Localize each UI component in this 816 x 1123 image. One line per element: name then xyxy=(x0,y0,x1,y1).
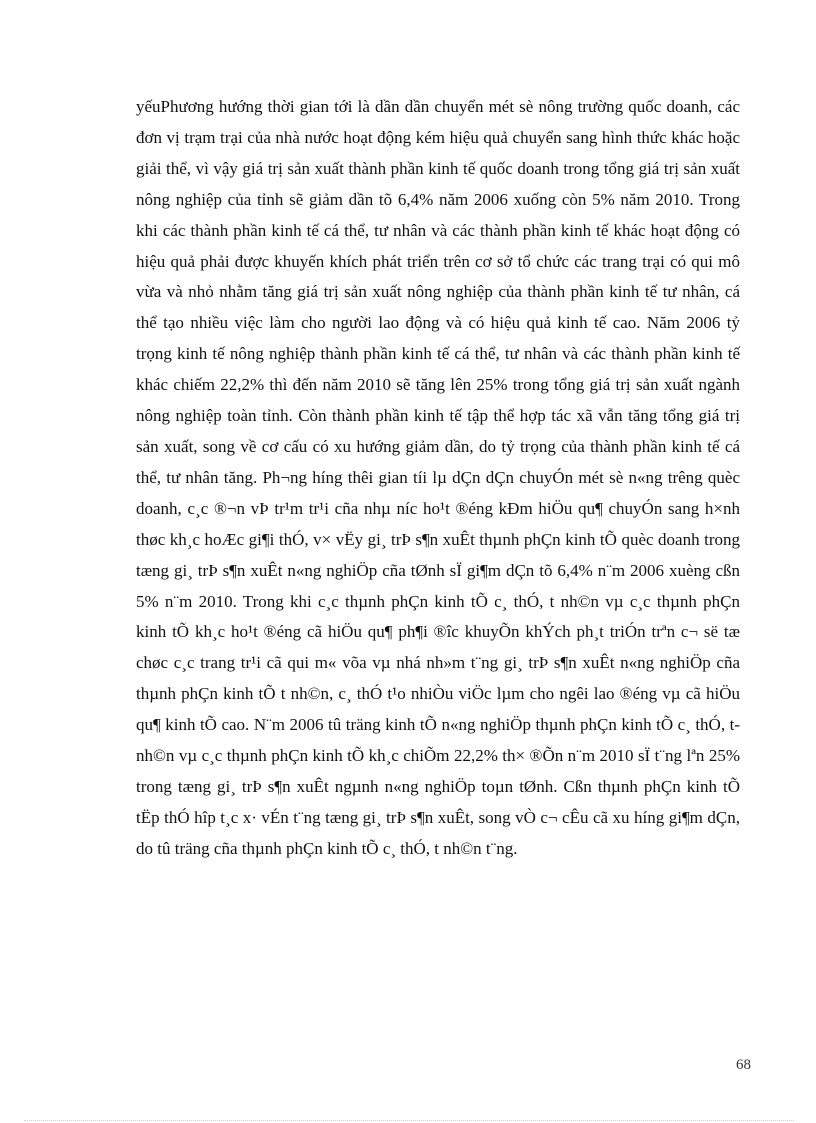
body-text xyxy=(136,92,740,865)
paragraph: yếuPhương hướng thời gian tới là dần dần chuyển mét sè nông trường quốc doanh, các đơn vị trạm trại của nhà nước hoạt động kém hiệu quả chuyển sang hình thức khác hoặc giải thể, vì vậy giá trị sản xuất thành phần kinh tế quốc doanh trong tổng giá trị sản xuất nông nghiệp của tỉnh sẽ giảm dần tõ 6,4% năm 2006 xuống còn 5% năm 2010. Trong khi các thành phần kinh tế cá thể, tư nhân và các thành phần kinh tế khác hoạt động có hiệu quả phải được khuyến khích phát triển trên cơ sở tổ chức các trang trại có qui mô vừa và nhỏ nhằm tăng giá trị sản xuất nông nghiệp của thành phần kinh tế tư nhân, cá thể tạo nhiều việc làm cho người lao động và có hiệu quả kinh tế cao. Năm 2006 tỷ trọng kinh tế nông nghiệp thành phần kinh tế cá thể, tư nhân và các thành phần kinh tế khác chiếm 22,2% thì đến năm 2010 sẽ tăng lên 25% trong tổng giá trị sản xuất ngành nông nghiệp toàn tỉnh. Còn thành phần kinh tế tập thể hợp tác xã vẫn tăng tổng giá trị sản xuất, song về cơ cấu có xu hướng giảm dần, do tỷ trọng của thành phần kinh tế cá thể, tư nhân tăng. Ph¬ng híng thêi gian tíi lµ dÇn dÇn chuyÓn mét sè n«ng trêng quèc doanh, c¸c ®¬n vÞ tr¹m tr¹i cña nhµ níc ho¹t ®éng kÐm hiÖu qu¶ chuyÓn sang h×nh thøc kh¸c hoÆc gi¶i thÓ, v× vËy gi¸ trÞ s¶n xuÊt thµnh phÇn kinh tÕ quèc doanh trong tæng gi¸ trÞ s¶n xuÊt n«ng nghiÖp cña tØnh sÏ gi¶m dÇn tõ 6,4% n¨m 2006 xuèng cßn 5% n¨m 2010. Trong khi c¸c thµnh phÇn kinh tÕ c¸ thÓ, t nh©n vµ c¸c thµnh phÇn kinh tÕ kh¸c ho¹t ®éng cã hiÖu qu¶ ph¶i ®îc khuyÕn khÝch ph¸t triÓn trªn c¬ së tæ chøc c¸c trang tr¹i cã qui m« võa vµ nhá nh»m t¨ng gi¸ trÞ s¶n xuÊt n«ng nghiÖp cña thµnh phÇn kinh tÕ t nh©n, c¸ thÓ t¹o nhiÒu viÖc lµm cho ngêi lao ®éng vµ cã hiÖu qu¶ kinh tÕ cao. N¨m 2006 tû träng kinh tÕ n«ng nghiÖp thµnh phÇn kinh tÕ c¸ thÓ, t nh©n vµ c¸c thµnh phÇn kinh tÕ kh¸c chiÕm 22,2% th× ®Õn n¨m 2010 sÏ t¨ng lªn 25% trong tæng gi¸ trÞ s¶n xuÊt ngµnh n«ng nghiÖp toµn tØnh. Cßn thµnh phÇn kinh tÕ tËp thÓ hîp t¸c x· vÉn t¨ng tæng gi¸ trÞ s¶n xuÊt, song vÒ c¬ cÊu cã xu híng gi¶m dÇn, do tû träng cña thµnh phÇn kinh tÕ c¸ thÓ, t nh©n t¨ng. xyxy=(136,97,740,858)
page-bottom-divider xyxy=(24,1120,794,1121)
page-number: 68 xyxy=(736,1057,751,1073)
